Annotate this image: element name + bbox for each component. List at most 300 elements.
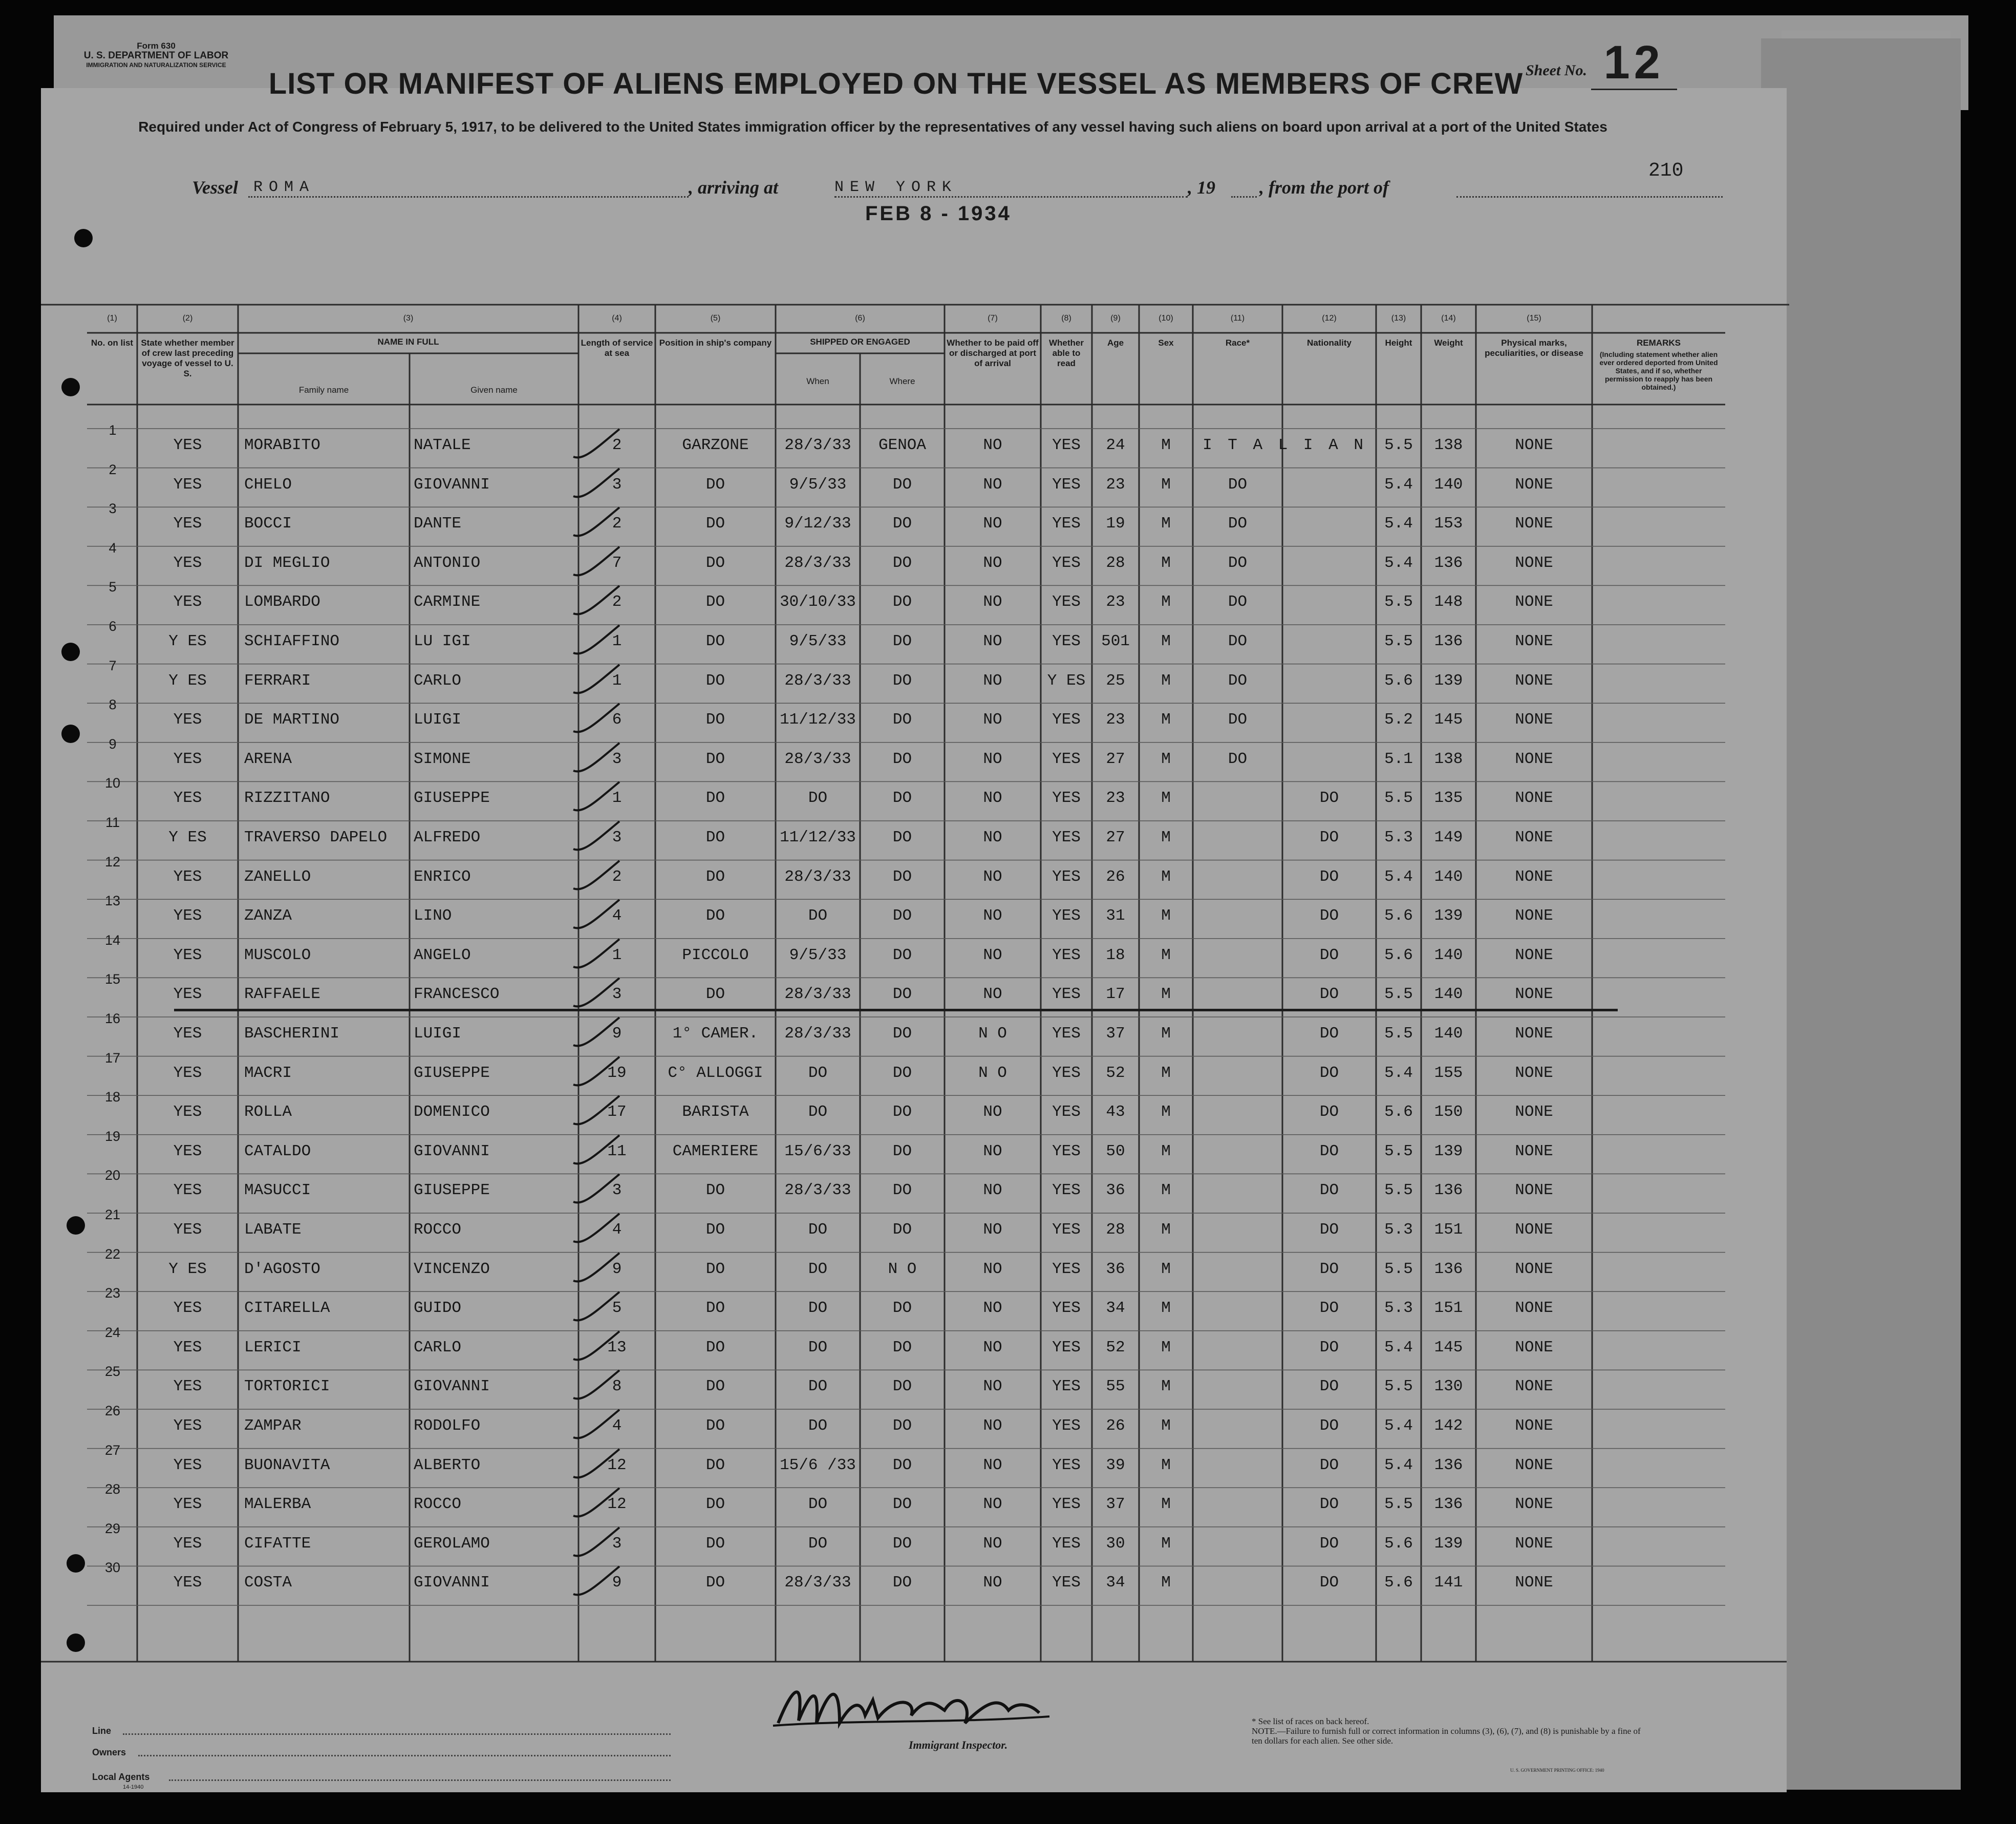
- weight-cell: 135: [1434, 789, 1463, 808]
- length-cell: 5: [612, 1299, 622, 1318]
- height-cell: 5.6: [1384, 1574, 1413, 1592]
- where-cell: DO: [892, 907, 912, 925]
- member-cell: YES: [173, 475, 202, 494]
- age-cell: 31: [1106, 907, 1125, 925]
- member-cell: YES: [173, 789, 202, 808]
- nationality-cell: DO: [1319, 1181, 1339, 1200]
- nationality-cell: DO: [1319, 1338, 1339, 1356]
- age-cell: 26: [1106, 867, 1125, 886]
- check-mark-icon: [568, 778, 625, 819]
- height-cell: 5.5: [1384, 789, 1413, 808]
- length-cell: 12: [607, 1456, 627, 1474]
- member-cell: YES: [173, 1025, 202, 1043]
- weight-cell: 139: [1434, 907, 1463, 925]
- given-name-cell: FRANCESCO: [414, 985, 500, 1004]
- given-name-cell: ENRICO: [414, 867, 471, 886]
- check-mark-icon: [568, 1013, 625, 1054]
- given-name-cell: NATALE: [414, 436, 471, 454]
- age-cell: 28: [1106, 1221, 1125, 1239]
- row-number: 10: [104, 775, 121, 791]
- sex-cell: M: [1161, 1103, 1171, 1121]
- given-name-cell: GIUSEPPE: [414, 1181, 490, 1200]
- race-cell: DO: [1228, 475, 1248, 494]
- member-cell: YES: [173, 436, 202, 454]
- paid-off-cell: NO: [983, 711, 1002, 729]
- length-cell: 3: [612, 985, 622, 1004]
- able-to-read-cell: YES: [1052, 907, 1081, 925]
- where-cell: DO: [892, 1025, 912, 1043]
- where-cell: DO: [892, 1377, 912, 1396]
- sex-cell: M: [1161, 711, 1171, 729]
- column-number: (4): [612, 314, 622, 323]
- paid-off-cell: NO: [983, 1534, 1002, 1553]
- check-mark-icon: [568, 699, 625, 740]
- inspector-label: Immigrant Inspector.: [909, 1738, 1008, 1751]
- where-cell: DO: [892, 985, 912, 1004]
- height-cell: 5.6: [1384, 1534, 1413, 1553]
- family-name-cell: BASCHERINI: [244, 1025, 340, 1043]
- where-cell: DO: [892, 1574, 912, 1592]
- member-cell: YES: [173, 907, 202, 925]
- nationality-cell: DO: [1319, 985, 1339, 1004]
- marks-cell: NONE: [1515, 1495, 1553, 1514]
- position-cell: DO: [705, 829, 725, 846]
- member-cell: YES: [173, 1142, 202, 1160]
- age-cell: 34: [1106, 1299, 1125, 1318]
- weight-cell: 151: [1434, 1221, 1463, 1239]
- marks-cell: NONE: [1515, 750, 1553, 768]
- row-number: 20: [104, 1168, 121, 1183]
- when-cell: 28/3/33: [784, 985, 851, 1004]
- when-cell: DO: [808, 1534, 828, 1553]
- when-cell: 11/12/33: [780, 711, 856, 729]
- height-cell: 5.3: [1384, 829, 1413, 846]
- position-cell: DO: [705, 632, 725, 650]
- column-number: (10): [1159, 314, 1173, 323]
- paid-off-cell: NO: [983, 1495, 1002, 1514]
- where-cell: DO: [892, 1103, 912, 1121]
- where-cell: DO: [892, 750, 912, 768]
- check-mark-icon: [568, 1523, 625, 1564]
- height-cell: 5.4: [1384, 867, 1413, 886]
- age-cell: 52: [1106, 1338, 1125, 1356]
- paid-off-cell: N O: [978, 1064, 1007, 1082]
- paid-off-cell: NO: [983, 985, 1002, 1004]
- race-cell: DO: [1228, 632, 1248, 650]
- check-mark-icon: [568, 857, 625, 898]
- given-name-cell: GIOVANNI: [414, 1377, 490, 1396]
- header-name-in-full: NAME IN FULL: [377, 337, 439, 347]
- where-cell: DO: [892, 671, 912, 690]
- race-cell: I T A L I A N: [1203, 436, 1366, 454]
- header-race: Race*: [1225, 338, 1250, 348]
- agents-dotted-line: [169, 1779, 671, 1781]
- when-cell: 28/3/33: [784, 1574, 851, 1592]
- check-mark-icon: [568, 1053, 625, 1094]
- age-cell: 17: [1106, 985, 1125, 1004]
- nationality-cell: DO: [1319, 946, 1339, 964]
- sex-cell: M: [1161, 1221, 1171, 1239]
- age-cell: 50: [1106, 1142, 1125, 1160]
- height-cell: 5.4: [1384, 1064, 1413, 1082]
- paid-off-cell: NO: [983, 867, 1002, 886]
- marks-cell: NONE: [1515, 1417, 1553, 1435]
- sex-cell: M: [1161, 593, 1171, 611]
- row-number: 12: [104, 854, 121, 869]
- paid-off-cell: NO: [983, 1377, 1002, 1396]
- nationality-cell: DO: [1319, 1495, 1339, 1514]
- position-cell: DO: [705, 1260, 725, 1278]
- column-number: (13): [1391, 314, 1406, 323]
- member-cell: YES: [173, 1456, 202, 1474]
- marks-cell: NONE: [1515, 1103, 1553, 1121]
- length-cell: 12: [607, 1495, 627, 1514]
- header-family-name: Family name: [298, 385, 349, 395]
- member-cell: YES: [173, 1338, 202, 1356]
- sex-cell: M: [1161, 671, 1171, 690]
- member-cell: YES: [173, 1064, 202, 1082]
- header-paid: Whether to be paid off or discharged at port of arrival: [947, 338, 1039, 368]
- marks-cell: NONE: [1515, 946, 1553, 964]
- given-name-cell: ANTONIO: [414, 554, 481, 572]
- able-to-read-cell: YES: [1052, 475, 1081, 494]
- nationality-cell: DO: [1319, 1221, 1339, 1239]
- marks-cell: NONE: [1515, 593, 1553, 611]
- marks-cell: NONE: [1515, 1221, 1553, 1239]
- row-number: 7: [109, 658, 117, 673]
- marks-cell: NONE: [1515, 1574, 1553, 1592]
- member-cell: YES: [173, 1299, 202, 1318]
- column-number: (3): [403, 314, 414, 323]
- sex-cell: M: [1161, 1338, 1171, 1356]
- sex-cell: M: [1161, 750, 1171, 768]
- weight-cell: 149: [1434, 829, 1463, 846]
- nationality-cell: DO: [1319, 1534, 1339, 1553]
- family-name-cell: BOCCI: [244, 515, 292, 533]
- member-cell: YES: [173, 593, 202, 611]
- where-cell: DO: [892, 1534, 912, 1553]
- length-cell: 3: [612, 750, 622, 768]
- row-number: 24: [104, 1324, 121, 1340]
- age-cell: 30: [1106, 1534, 1125, 1553]
- row-number: 25: [104, 1364, 121, 1380]
- weight-cell: 136: [1434, 1495, 1463, 1514]
- able-to-read-cell: YES: [1052, 829, 1081, 846]
- length-cell: 9: [612, 1574, 622, 1592]
- marks-cell: NONE: [1515, 907, 1553, 925]
- arriving-dotted-line: [834, 196, 1188, 198]
- marks-cell: NONE: [1515, 711, 1553, 729]
- nationality-cell: DO: [1319, 1299, 1339, 1318]
- able-to-read-cell: YES: [1052, 632, 1081, 650]
- check-mark-icon: [568, 1366, 625, 1407]
- position-cell: DO: [705, 1574, 725, 1592]
- header-no: No. on list: [91, 338, 134, 348]
- age-cell: 23: [1106, 711, 1125, 729]
- marks-cell: NONE: [1515, 1064, 1553, 1082]
- marks-cell: NONE: [1515, 632, 1553, 650]
- row-number: 13: [104, 893, 121, 909]
- page-stamp: 210: [1648, 160, 1684, 182]
- weight-cell: 141: [1434, 1574, 1463, 1592]
- when-cell: 9/12/33: [784, 515, 851, 533]
- height-cell: 5.6: [1384, 907, 1413, 925]
- sex-cell: M: [1161, 1377, 1171, 1396]
- length-cell: 3: [612, 1181, 622, 1200]
- where-cell: DO: [892, 711, 912, 729]
- age-cell: 39: [1106, 1456, 1125, 1474]
- form-code: 14-1940: [123, 1784, 144, 1790]
- given-name-cell: GUIDO: [414, 1299, 462, 1318]
- where-cell: DO: [892, 554, 912, 572]
- family-name-cell: RIZZITANO: [244, 789, 330, 808]
- paid-off-cell: NO: [983, 1181, 1002, 1200]
- position-cell: DO: [705, 515, 725, 533]
- marks-cell: NONE: [1515, 554, 1553, 572]
- given-name-cell: ALBERTO: [414, 1456, 481, 1474]
- row-number: 22: [104, 1246, 121, 1262]
- family-name-cell: RAFFAELE: [244, 985, 320, 1004]
- check-mark-icon: [568, 503, 625, 544]
- check-mark-icon: [568, 935, 625, 976]
- nationality-cell: DO: [1319, 789, 1339, 808]
- given-name-cell: GIOVANNI: [414, 475, 490, 494]
- able-to-read-cell: Y ES: [1047, 671, 1086, 690]
- sex-cell: M: [1161, 632, 1171, 650]
- position-cell: C° ALLOGGI: [668, 1064, 763, 1082]
- weight-cell: 145: [1434, 711, 1463, 729]
- column-number: (1): [107, 314, 117, 323]
- paid-off-cell: NO: [983, 475, 1002, 494]
- when-cell: 28/3/33: [784, 750, 851, 768]
- check-mark-icon: [568, 739, 625, 780]
- race-cell: DO: [1228, 593, 1248, 611]
- position-cell: DO: [705, 907, 725, 925]
- family-name-cell: DE MARTINO: [244, 711, 340, 729]
- check-mark-icon: [568, 1170, 625, 1211]
- row-number: 27: [104, 1442, 121, 1458]
- nationality-cell: DO: [1319, 1574, 1339, 1592]
- height-cell: 5.6: [1384, 1103, 1413, 1121]
- nationality-cell: DO: [1319, 1260, 1339, 1278]
- able-to-read-cell: YES: [1052, 750, 1081, 768]
- when-cell: DO: [808, 1377, 828, 1396]
- position-cell: DO: [705, 867, 725, 886]
- marks-cell: NONE: [1515, 985, 1553, 1004]
- where-cell: DO: [892, 1142, 912, 1160]
- row-number: 11: [105, 815, 120, 830]
- when-cell: 9/5/33: [789, 632, 847, 650]
- paid-off-cell: NO: [983, 671, 1002, 690]
- weight-cell: 140: [1434, 475, 1463, 494]
- able-to-read-cell: YES: [1052, 1103, 1081, 1121]
- weight-cell: 138: [1434, 750, 1463, 768]
- height-cell: 5.5: [1384, 1181, 1413, 1200]
- header-height: Height: [1385, 338, 1412, 348]
- height-cell: 5.5: [1384, 1142, 1413, 1160]
- when-cell: 30/10/33: [780, 593, 856, 611]
- given-name-cell: GIUSEPPE: [414, 789, 490, 808]
- header-read: Whether able to read: [1049, 338, 1084, 368]
- age-cell: 26: [1106, 1417, 1125, 1435]
- when-cell: DO: [808, 1260, 828, 1278]
- age-cell: 27: [1106, 750, 1125, 768]
- row-number: 5: [109, 579, 117, 595]
- length-cell: 4: [612, 1417, 622, 1435]
- able-to-read-cell: YES: [1052, 515, 1081, 533]
- when-cell: 28/3/33: [784, 671, 851, 690]
- able-to-read-cell: YES: [1052, 1417, 1081, 1435]
- row-number: 16: [104, 1011, 121, 1026]
- footer-notes: [1252, 1716, 1641, 1746]
- row-number: 2: [109, 461, 117, 477]
- check-mark-icon: [568, 1210, 625, 1250]
- row-number: 18: [104, 1089, 121, 1105]
- age-cell: 25: [1106, 671, 1125, 690]
- position-cell: DO: [705, 1534, 725, 1553]
- able-to-read-cell: YES: [1052, 1534, 1081, 1553]
- age-cell: 52: [1106, 1064, 1125, 1082]
- family-name-cell: COSTA: [244, 1574, 292, 1592]
- header-weight: Weight: [1434, 338, 1463, 348]
- position-cell: DO: [705, 1338, 725, 1356]
- paid-off-cell: NO: [983, 1221, 1002, 1239]
- owners-dotted-line: [138, 1755, 671, 1756]
- paid-off-cell: NO: [983, 436, 1002, 454]
- when-cell: 9/5/33: [789, 475, 847, 494]
- height-cell: 5.4: [1384, 475, 1413, 494]
- sheet-number-value: 12: [1591, 36, 1677, 90]
- weight-cell: 139: [1434, 1142, 1463, 1160]
- able-to-read-cell: YES: [1052, 1025, 1081, 1043]
- position-cell: BARISTA: [682, 1103, 749, 1121]
- position-cell: DO: [705, 671, 725, 690]
- height-cell: 5.3: [1384, 1221, 1413, 1239]
- when-cell: DO: [808, 1064, 828, 1082]
- owners-label: Owners: [92, 1747, 126, 1757]
- where-cell: DO: [892, 1299, 912, 1318]
- race-cell: DO: [1228, 750, 1248, 768]
- nationality-cell: DO: [1319, 1064, 1339, 1082]
- family-name-cell: DI MEGLIO: [244, 554, 330, 572]
- department-name: U. S. DEPARTMENT OF LABOR: [83, 50, 229, 61]
- sex-cell: M: [1161, 1064, 1171, 1082]
- given-name-cell: RODOLFO: [414, 1417, 481, 1435]
- weight-cell: 140: [1434, 867, 1463, 886]
- column-number: (12): [1322, 314, 1337, 323]
- paid-off-cell: NO: [983, 907, 1002, 925]
- marks-cell: NONE: [1515, 515, 1553, 533]
- able-to-read-cell: YES: [1052, 1495, 1081, 1514]
- age-cell: 24: [1106, 436, 1125, 454]
- height-cell: 5.2: [1384, 711, 1413, 729]
- header-when: When: [806, 376, 829, 386]
- punch-hole: [67, 1216, 85, 1235]
- age-cell: 23: [1106, 593, 1125, 611]
- where-cell: DO: [892, 829, 912, 846]
- position-cell: DO: [705, 1181, 725, 1200]
- family-name-cell: CATALDO: [244, 1142, 311, 1160]
- position-cell: DO: [705, 554, 725, 572]
- sex-cell: M: [1161, 554, 1171, 572]
- where-cell: DO: [892, 632, 912, 650]
- header-nationality: Nationality: [1307, 338, 1352, 348]
- weight-cell: 140: [1434, 946, 1463, 964]
- agents-label: Local Agents: [92, 1772, 150, 1782]
- where-cell: DO: [892, 1221, 912, 1239]
- row-number: 8: [109, 697, 117, 713]
- paid-off-cell: NO: [983, 554, 1002, 572]
- paid-off-cell: N O: [978, 1025, 1007, 1043]
- check-mark-icon: [568, 1092, 625, 1133]
- given-name-cell: CARLO: [414, 1338, 462, 1356]
- position-cell: DO: [705, 789, 725, 808]
- check-mark-icon: [568, 896, 625, 937]
- weight-cell: 139: [1434, 1534, 1463, 1553]
- age-cell: 23: [1106, 475, 1125, 494]
- given-name-cell: CARMINE: [414, 593, 481, 611]
- able-to-read-cell: YES: [1052, 789, 1081, 808]
- height-cell: 5.5: [1384, 1377, 1413, 1396]
- length-cell: 3: [612, 1534, 622, 1553]
- race-note: * See list of races on back hereof.: [1252, 1716, 1369, 1726]
- position-cell: DO: [705, 985, 725, 1004]
- member-cell: Y ES: [168, 671, 207, 690]
- weight-cell: 151: [1434, 1299, 1463, 1318]
- header-marks: Physical marks, peculiarities, or disease: [1485, 338, 1583, 358]
- marks-cell: NONE: [1515, 1260, 1553, 1278]
- nationality-cell: DO: [1319, 1377, 1339, 1396]
- where-cell: DO: [892, 789, 912, 808]
- height-cell: 5.5: [1384, 985, 1413, 1004]
- family-name-cell: LERICI: [244, 1338, 302, 1356]
- check-mark-icon: [568, 543, 625, 584]
- age-cell: 36: [1106, 1181, 1125, 1200]
- family-name-cell: ZAMPAR: [244, 1417, 302, 1435]
- family-name-cell: LOMBARDO: [244, 593, 320, 611]
- marks-cell: NONE: [1515, 1181, 1553, 1200]
- paid-off-cell: NO: [983, 1456, 1002, 1474]
- arrival-date-stamp: FEB 8 - 1934: [865, 202, 1012, 225]
- family-name-cell: CHELO: [244, 475, 292, 494]
- where-cell: DO: [892, 1338, 912, 1356]
- check-mark-icon: [568, 1288, 625, 1329]
- row-number: 26: [104, 1403, 121, 1418]
- row-number: 9: [109, 736, 117, 752]
- sex-cell: M: [1161, 1574, 1171, 1592]
- length-cell: 1: [612, 946, 622, 964]
- column-number: (7): [988, 314, 998, 323]
- height-cell: 5.5: [1384, 593, 1413, 611]
- check-mark-icon: [568, 817, 625, 858]
- member-cell: YES: [173, 750, 202, 768]
- paid-off-cell: NO: [983, 593, 1002, 611]
- marks-cell: NONE: [1515, 1142, 1553, 1160]
- length-cell: 8: [612, 1377, 622, 1396]
- row-number: 15: [104, 971, 121, 987]
- row-number: 21: [104, 1207, 121, 1222]
- length-cell: 1: [612, 789, 622, 808]
- check-mark-icon: [568, 661, 625, 702]
- age-cell: 43: [1106, 1103, 1125, 1121]
- race-cell: DO: [1228, 554, 1248, 572]
- member-cell: Y ES: [168, 632, 207, 650]
- arriving-label: , arriving at: [689, 177, 779, 198]
- paid-off-cell: NO: [983, 946, 1002, 964]
- where-cell: GENOA: [878, 436, 926, 454]
- row-number: 17: [104, 1050, 121, 1066]
- vessel-line: [148, 177, 1725, 202]
